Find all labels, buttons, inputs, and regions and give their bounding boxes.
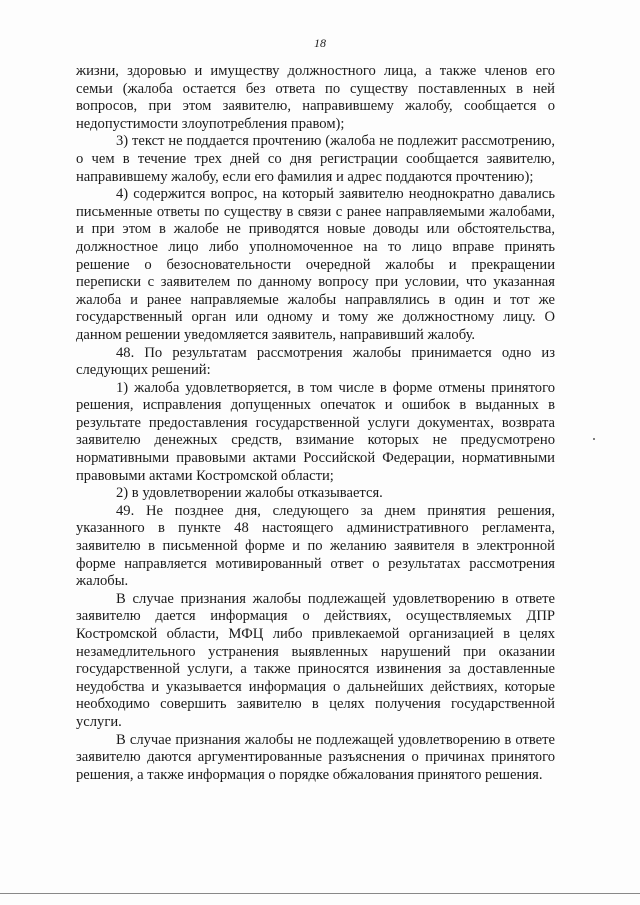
document-body bbox=[76, 63, 555, 784]
paragraph-clause-48: 48. По результатам рассмотрения жалобы принимается одно из следующих решений: bbox=[76, 344, 555, 379]
paragraph-decision-2: 2) в удовлетворении жалобы отказывается. bbox=[116, 485, 383, 502]
scan-edge-line bbox=[0, 893, 640, 894]
paragraph-satisfied-case: В случае признания жалобы подлежащей удовлетворению в ответе заявителю дается информация о действиях, осуществляемых ДПР Костромской области, МФЦ либо привлекаемой организацией в целях незамедлительного устранения выявленных нарушений при оказании государственной услуги, а также приносятся извинения за доставленные неудобства и указывается информация о дальнейших действиях, которые необходимо совершить заявителю в целях получения государственной услуги. bbox=[76, 590, 555, 730]
paragraph-item-3: 3) текст не поддается прочтению (жалоба не подлежит рассмотрению, о чем в течение трех дней со дня регистрации сообщается заявителю, направившему жалобу, если его фамилия и адрес поддаются прочтению); bbox=[76, 133, 555, 185]
scan-speck bbox=[593, 438, 595, 440]
paragraph-decision-1: 1) жалоба удовлетворяется, в том числе в форме отмены принятого решения, исправления допущенных опечаток и ошибок в выданных в результате предоставления государственной услуги документах, возврата заявителю денежных средств, взимание которых не предусмотрено нормативными правовыми актами Российской Федерации, нормативными правовыми актами Костромской области; bbox=[76, 379, 555, 484]
paragraph-clause-49: 49. Не позднее дня, следующего за днем принятия решения, указанного в пункте 48 настоящего административного регламента, заявителю в письменной форме и по желанию заявителя в электронной форме направляется мотивированный ответ о результатах рассмотрения жалобы. bbox=[76, 502, 555, 590]
paragraph-continuation: жизни, здоровью и имуществу должностного лица, а также членов его семьи (жалоба остается без ответа по существу поставленных в ней вопросов, при этом заявителю, направившему жалобу, сообщается о недопустимости злоупотребления правом); bbox=[76, 63, 555, 132]
paragraph-item-4: 4) содержится вопрос, на который заявителю неоднократно давались письменные ответы по существу в связи с ранее направляемыми жалобами, и при этом в жалобе не приводятся новые доводы или обстоятельства, должностное лицо либо уполномоченное на то лицо вправе принять решение о безосновательности очередной жалобы и прекращении переписки с заявителем по данному вопросу при условии, что указанная жалоба и ранее направляемые жалобы направлялись в один и тот же государственный орган или одному и тому же должностному лицу. О данном решении уведомляется заявитель, направивший жалобу. bbox=[76, 186, 555, 343]
paragraph-rejected-case: В случае признания жалобы не подлежащей удовлетворению в ответе заявителю даются аргументированные разъяснения о причинах принятого решения, а также информация о порядке обжалования принятого решения. bbox=[76, 731, 555, 783]
page-number: 18 bbox=[314, 36, 326, 50]
